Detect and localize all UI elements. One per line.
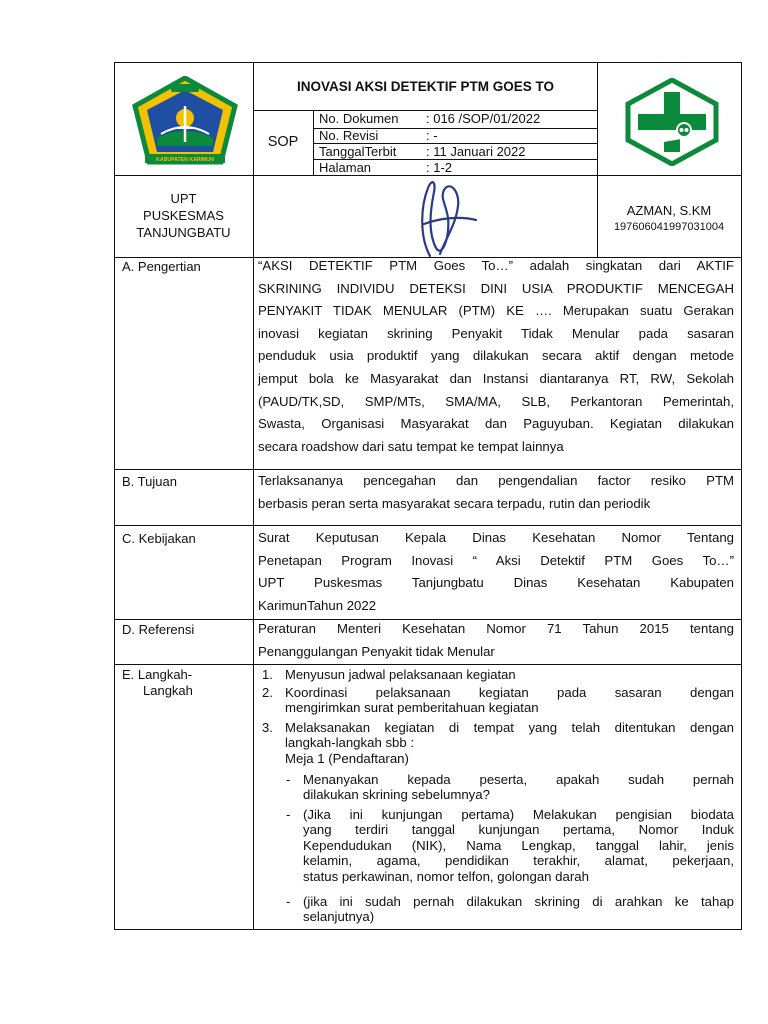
bullet-text: yang terdiri tanggal kunjungan pertama, Nomor Induk: [303, 822, 734, 838]
pengertian-line: “AKSI DETEKTIF PTM Goes To…” adalah singkatan dari AKTIF: [258, 258, 734, 273]
doc-field-value-nomor: : 016 /SOP/01/2022: [426, 111, 541, 126]
org-line-2: PUSKESMAS: [143, 208, 224, 223]
org-line-3: TANJUNGBATU: [136, 225, 231, 240]
page-title: INOVASI AKSI DETEKTIF PTM GOES TO: [296, 79, 555, 94]
bullet-dash: -: [286, 772, 291, 787]
step-text: langkah-langkah sbb :: [285, 735, 415, 751]
bullet-text: (Jika ini kunjungan pertama) Melakukan pengisian biodata: [303, 807, 734, 822]
kebijakan-line: UPT Puskesmas Tanjungbatu Dinas Kesehatan Kabupaten: [258, 575, 734, 591]
doc-field-value-halaman: : 1-2: [426, 160, 453, 175]
kebijakan-line: KarimunTahun 2022: [258, 597, 377, 613]
signer-name: AZMAN, S.KM: [626, 203, 712, 218]
org-line-1: UPT: [170, 191, 197, 206]
section-label-langkah-2: Langkah: [143, 683, 193, 698]
bullet-text: dilakukan skrining sebelumnya?: [303, 787, 490, 803]
section-label-langkah-1: E. Langkah-: [122, 667, 193, 682]
step-text: Menyusun jadwal pelaksanaan kegiatan: [285, 667, 516, 682]
bullet-text: selanjutnya): [303, 909, 375, 925]
tujuan-line: berbasis peran serta masyarakat secara terpadu, rutin dan periodik: [258, 495, 651, 511]
logo-lettering: KABUPATEN KARIMUN: [156, 157, 214, 163]
pengertian-line: SKRINING INDIVIDU DETEKSI DINI USIA PRODUKTIF MENCEGAH: [258, 280, 734, 296]
doc-field-value-revisi: : -: [426, 128, 438, 143]
doc-field-value-tanggal: : 11 Januari 2022: [426, 144, 526, 159]
step-text: Melaksanakan kegiatan di tempat yang telah ditentukan dengan: [285, 720, 734, 735]
referensi-line: Penanggulangan Penyakit tidak Menular: [258, 643, 495, 659]
pengertian-line: penduduk usia produktif yang dilakukan secara aktif dengan metode: [258, 348, 734, 364]
pengertian-line: secara roadshow dari satu tempat ke tempat lainnya: [258, 438, 564, 454]
kebijakan-text: [258, 527, 734, 617]
bullet-dash: -: [286, 894, 291, 909]
referensi-line: Peraturan Menteri Kesehatan Nomor 71 Tahun 2015 tentang: [258, 621, 734, 636]
bullet-dash: -: [286, 807, 291, 822]
kebijakan-line: Surat Keputusan Kepala Dinas Kesehatan Nomor Tentang: [258, 530, 734, 545]
step-text: mengirimkan surat pemberitahuan kegiatan: [285, 700, 539, 716]
signature: [400, 168, 490, 268]
step-text: Koordinasi pelaksanaan kegiatan pada sasaran dengan: [285, 685, 734, 700]
pengertian-line: PENYAKIT TIDAK MENULAR (PTM) KE …. Merupakan suatu Gerakan: [258, 303, 734, 319]
tujuan-text: [258, 470, 734, 515]
pengertian-line: inovasi kegiatan skrining Penyakit Tidak Menular pada sasaran: [258, 325, 734, 341]
doc-field-label-tanggal: TanggalTerbit: [319, 144, 397, 159]
kebijakan-line: Penetapan Program Inovasi “ Aksi Detektif PTM Goes To…”: [258, 552, 734, 568]
bullet-text: (jika ini sudah pernah dilakukan skrining di arahkan ke tahap: [303, 894, 734, 909]
puskesmas-logo: [624, 78, 720, 166]
step-number: 2.: [262, 685, 273, 700]
doc-field-label-revisi: No. Revisi: [319, 128, 379, 143]
meja-heading: Meja 1 (Pendaftaran): [285, 750, 409, 766]
sop-label: SOP: [267, 134, 299, 150]
referensi-text: [258, 618, 734, 663]
pengertian-line: jemput bola ke Masyarakat dan Instansi diantaranya RT, RW, Sekolah: [258, 370, 734, 386]
bullet-text: Kependudukan (NIK), Nama Lengkap, tanggal lahir, jenis: [303, 837, 734, 853]
bullet-text: Menanyakan kepada peserta, apakah sudah pernah: [303, 772, 734, 787]
section-label-kebijakan: C. Kebijakan: [122, 531, 196, 546]
pengertian-line: Swasta, Organisasi Masyarakat dan Paguyuban. Kegiatan dilakukan: [258, 416, 734, 432]
bullet-text: status perkawinan, nomor telfon, golongan darah: [303, 868, 589, 884]
section-label-referensi: D. Referensi: [122, 622, 195, 637]
doc-field-label-halaman: Halaman: [319, 160, 372, 175]
doc-field-label-nomor: No. Dokumen: [319, 111, 399, 126]
kabupaten-karimun-logo: [131, 76, 239, 166]
pengertian-text: [258, 255, 734, 458]
pengertian-line: (PAUD/TK,SD, SMP/MTs, SMA/MA, SLB, Perkantoran Pemerintah,: [258, 393, 734, 409]
section-label-tujuan: B. Tujuan: [122, 474, 177, 489]
bullet-text: kelamin, agama, pendidikan terakhir, alamat, pekerjaan,: [303, 853, 734, 869]
step-number: 1.: [262, 667, 273, 682]
section-label-pengertian: A. Pengertian: [122, 259, 201, 274]
tujuan-line: Terlaksananya pencegahan dan pengendalian factor resiko PTM: [258, 473, 734, 488]
signer-nip: 197606041997031004: [613, 221, 725, 233]
step-number: 3.: [262, 720, 273, 735]
